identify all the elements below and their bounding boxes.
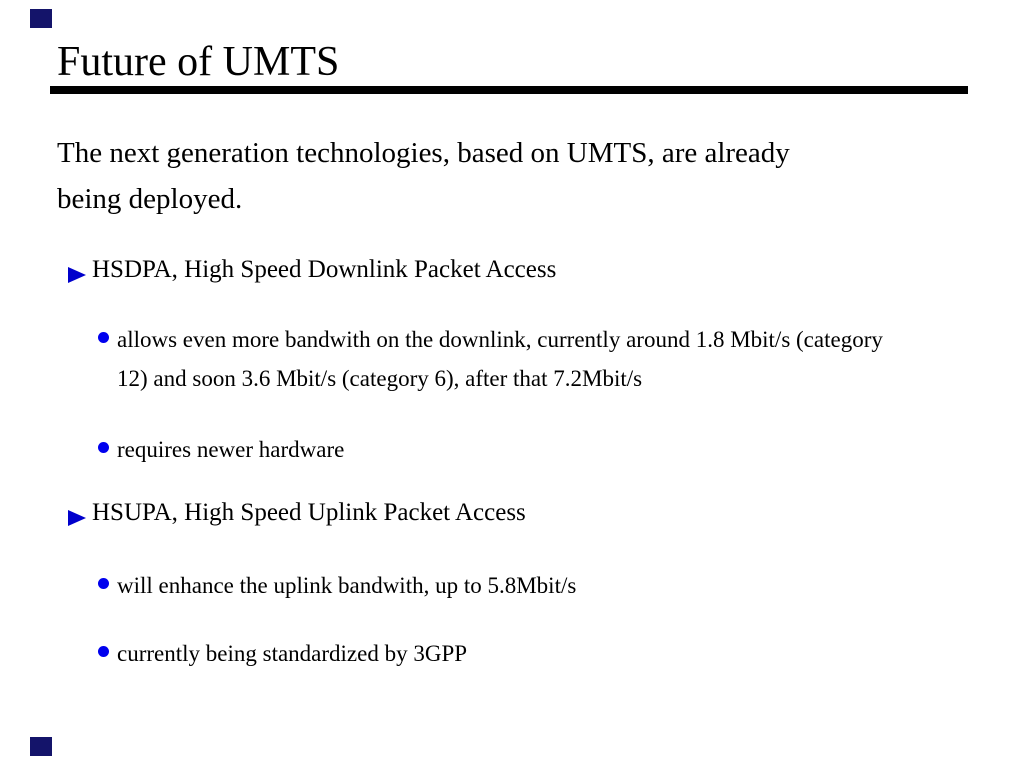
circle-bullet-icon (98, 332, 109, 343)
slide-title: Future of UMTS (57, 39, 340, 85)
intro-text: The next generation technologies, based on UMTS, are already being deployed. (57, 137, 790, 215)
bullet-item-hsdpa (0, 255, 1024, 285)
sub-bullet-label: allows even more bandwith on the downlink, currently around 1.8 Mbit/s (category 12) and soon 3.6 Mbit/s (category 6), after that 7.2Mbit/s (117, 327, 883, 391)
sub-bullet-label: will enhance the uplink bandwith, up to 5.8Mbit/s (117, 573, 577, 598)
triangle-bullet-icon (68, 510, 86, 526)
sub-bullet-label: currently being standardized by 3GPP (117, 641, 468, 666)
title-underline (50, 86, 968, 94)
sub-bullet-item-hardware (0, 430, 1024, 469)
bullet-item-hsupa (0, 498, 1024, 528)
circle-bullet-icon (98, 442, 109, 453)
sub-bullet-item-3gpp (0, 634, 1024, 673)
circle-bullet-icon (98, 646, 109, 657)
corner-marker-top-left-icon (30, 9, 52, 28)
sub-bullet-label: requires newer hardware (117, 437, 345, 462)
bullet-label: HSDPA, High Speed Downlink Packet Access (92, 256, 557, 283)
corner-marker-bottom-left-icon (30, 737, 52, 756)
bullet-label: HSUPA, High Speed Uplink Packet Access (92, 499, 526, 526)
triangle-bullet-icon (68, 267, 86, 283)
sub-bullet-item-bandwidth (0, 320, 1024, 398)
circle-bullet-icon (98, 578, 109, 589)
sub-bullet-item-uplink (0, 566, 1024, 605)
